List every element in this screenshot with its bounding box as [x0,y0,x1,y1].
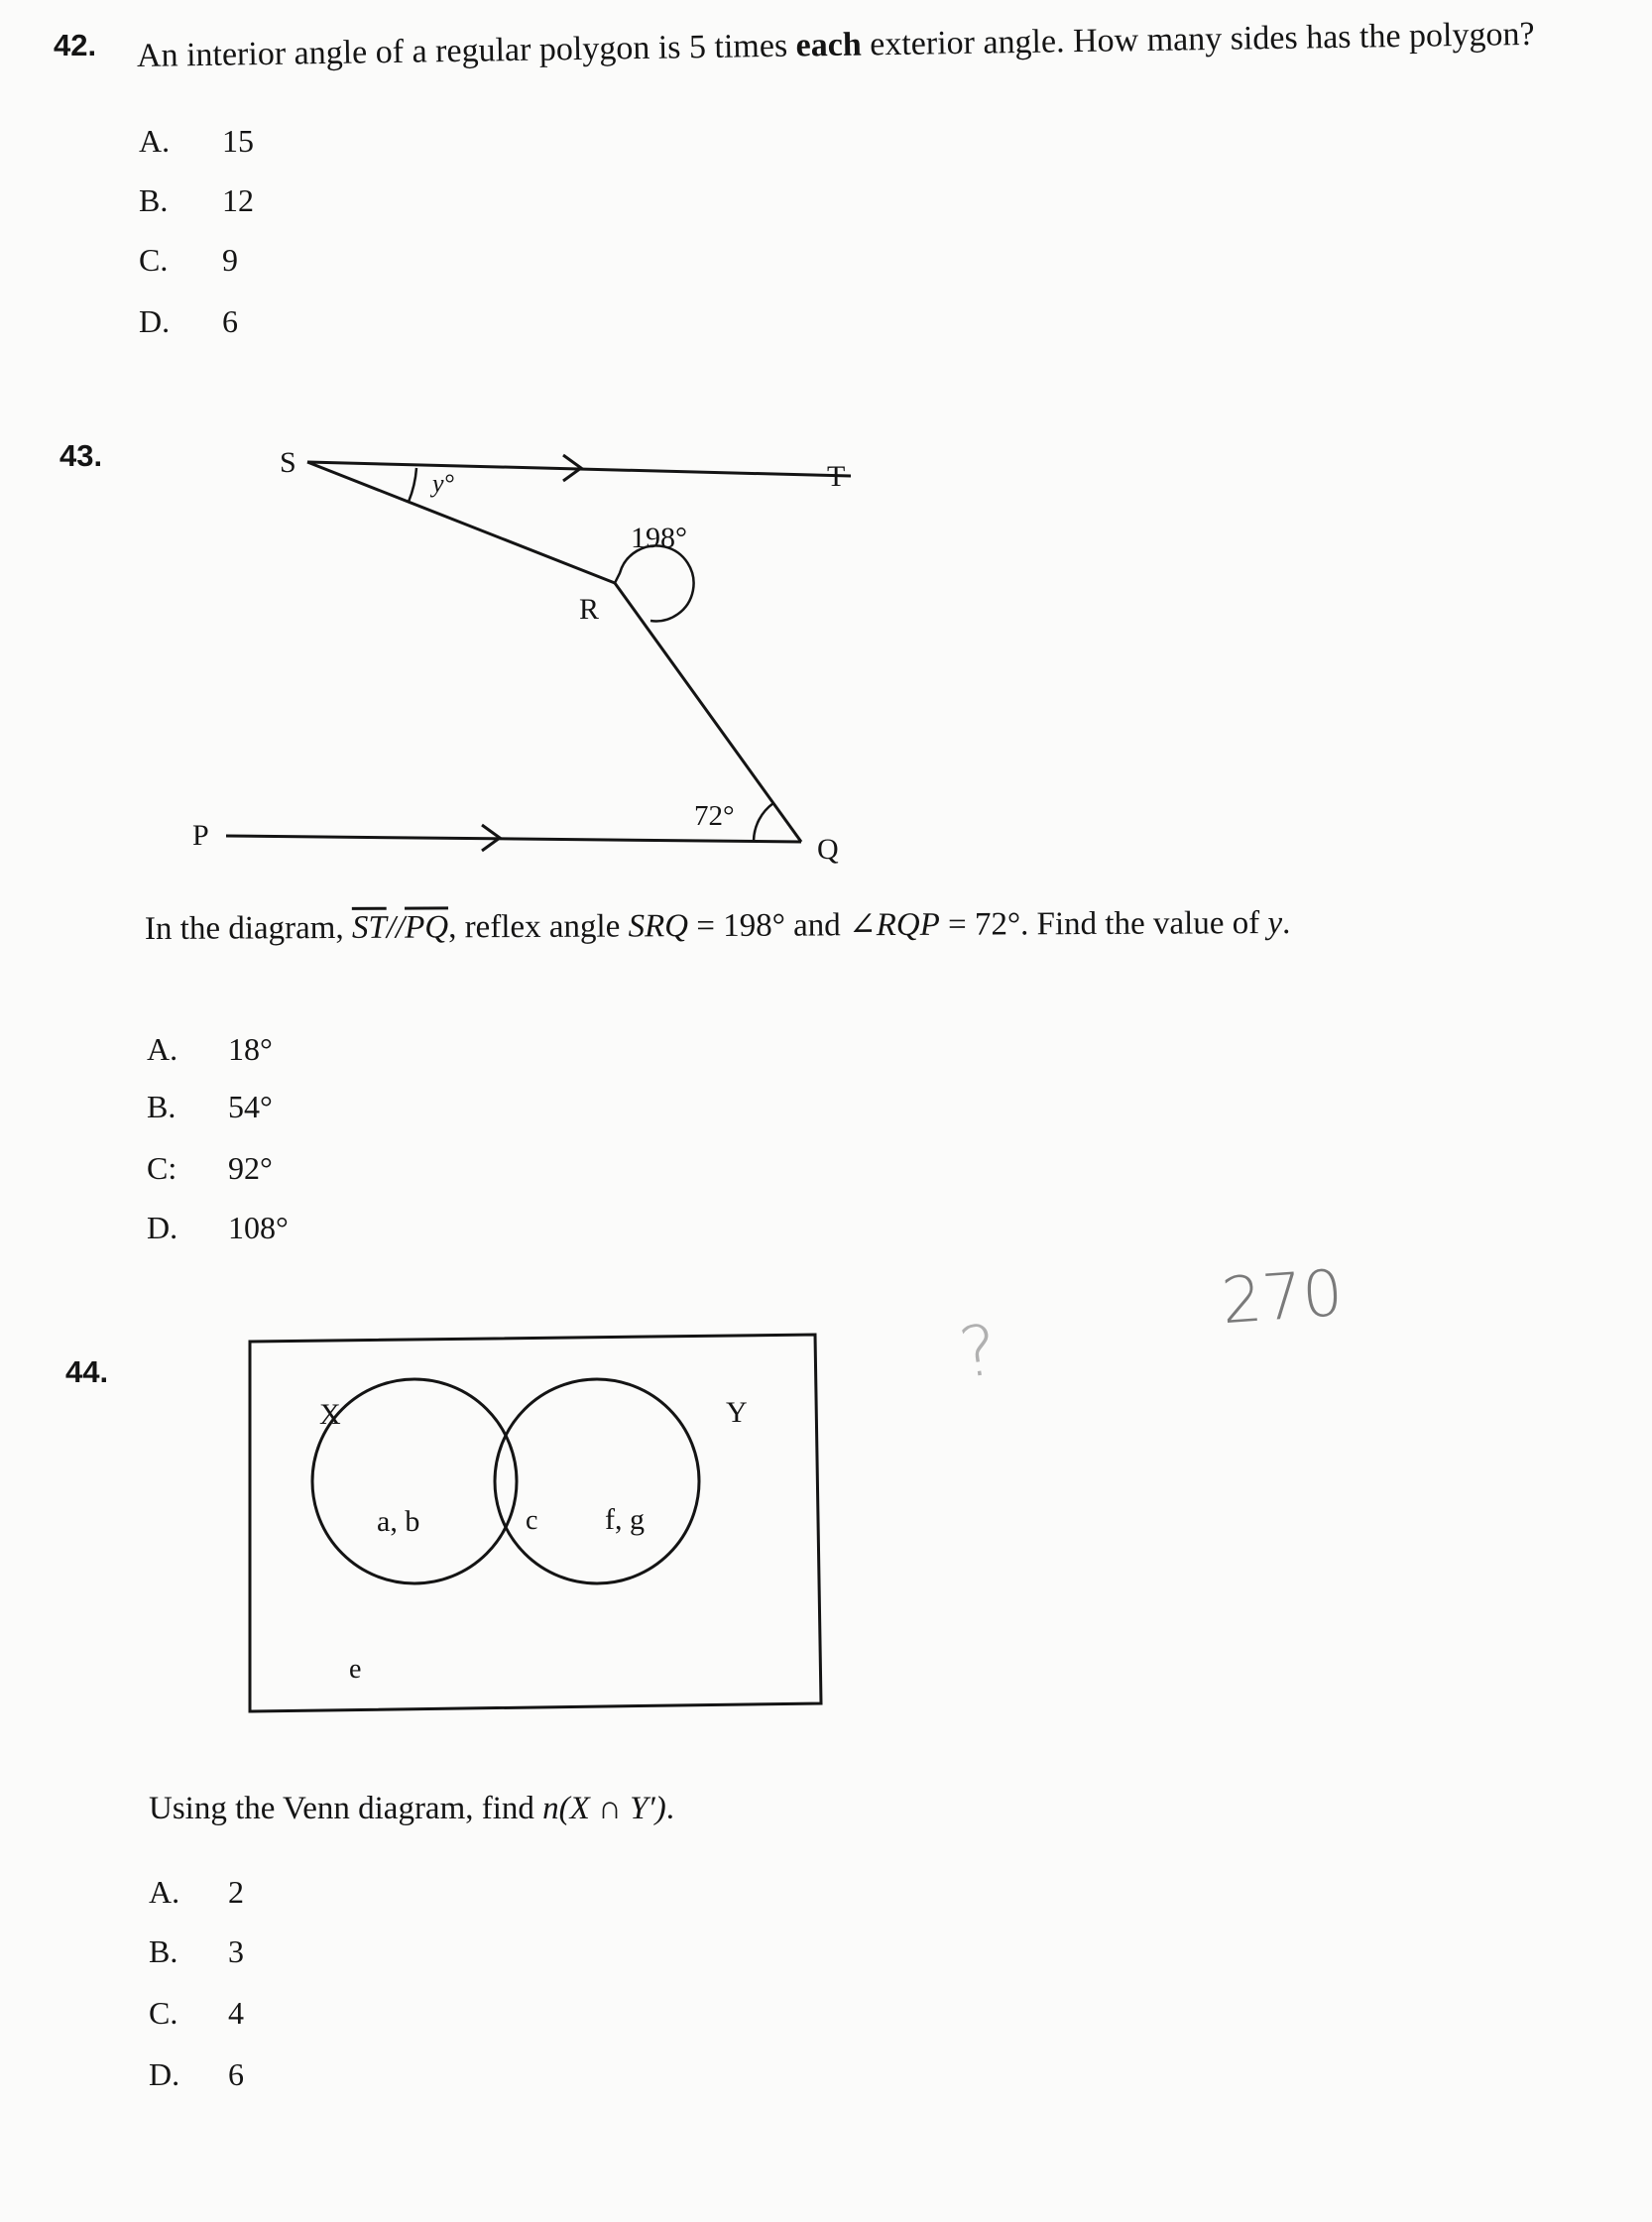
label-q: Q [817,833,839,866]
q44-option-d[interactable]: D. 6 [149,2056,244,2092]
q42-option-c[interactable]: C. 9 [139,242,238,278]
q43-option-b[interactable]: B. 54° [147,1089,273,1124]
q44-option-b[interactable]: B. 3 [149,1933,244,1969]
label-t: T [827,460,846,493]
venn-circle-x [312,1379,517,1583]
q43-geometry-diagram [0,0,1652,892]
label-r: R [579,593,600,626]
q42-option-b[interactable]: B. 12 [139,182,254,218]
label-s: S [280,446,296,479]
q44-question-text: Using the Venn diagram, find n(X ∩ Y′). [149,1791,674,1826]
venn-intersection: c [526,1505,538,1536]
handwritten-note-270: 270 [1219,1256,1346,1340]
segment-st: $\overline{ST}$ [351,909,387,946]
q43-option-c[interactable]: C: 92° [147,1150,273,1186]
var-y: y [1267,904,1283,942]
q43-number: 43. [59,438,103,473]
venn-outside: e [349,1654,362,1685]
venn-label-x: X [319,1398,341,1431]
q44-expression: n(X ∩ Y′) [542,1791,666,1826]
q44-venn-diagram [0,1289,1652,1745]
q42-option-d[interactable]: D. 6 [139,303,238,339]
angle-y-arc [409,468,416,502]
angle-srq: SRQ [628,908,689,945]
q42-text-post: exterior angle. How many sides has the polygon? [869,15,1535,63]
angle-rqp: RQP [876,906,940,944]
angle-y-label: y° [432,469,454,498]
reflex-angle-arc [615,545,694,621]
q42-number: 42. [54,28,97,62]
q42-option-a[interactable]: A. 15 [139,123,254,159]
q44-option-a[interactable]: A. 2 [149,1874,244,1910]
q43-option-a[interactable]: A. 18° [147,1031,273,1067]
line-pq [226,836,801,842]
reflex-angle-label: 198° [631,522,687,554]
q44-option-c[interactable]: C. 4 [149,1995,244,2031]
q42-text-pre: An interior angle of a regular polygon is 5 times [136,27,788,74]
angle-q-label: 72° [694,800,735,832]
q42-text-bold: each [795,26,863,64]
q43-option-d[interactable]: D. 108° [147,1210,289,1245]
q44-number: 44. [65,1354,109,1389]
venn-label-y: Y [726,1396,748,1429]
angle-q-arc [754,803,773,841]
q43-question-text: In the diagram, $\overline{ST}//\overline{PQ}$, reflex angle SRQ = 198° and ∠RQP = 72°. Find the value of y. [144,904,1291,947]
venn-x-only: a, b [377,1505,420,1538]
venn-circle-y [495,1379,699,1583]
line-sr [307,462,615,583]
handwritten-note-scribble: ? [954,1308,1003,1395]
venn-y-only: f, g [605,1503,645,1536]
label-p: P [192,819,209,852]
segment-pq: $\overline{PQ}$ [405,909,449,946]
